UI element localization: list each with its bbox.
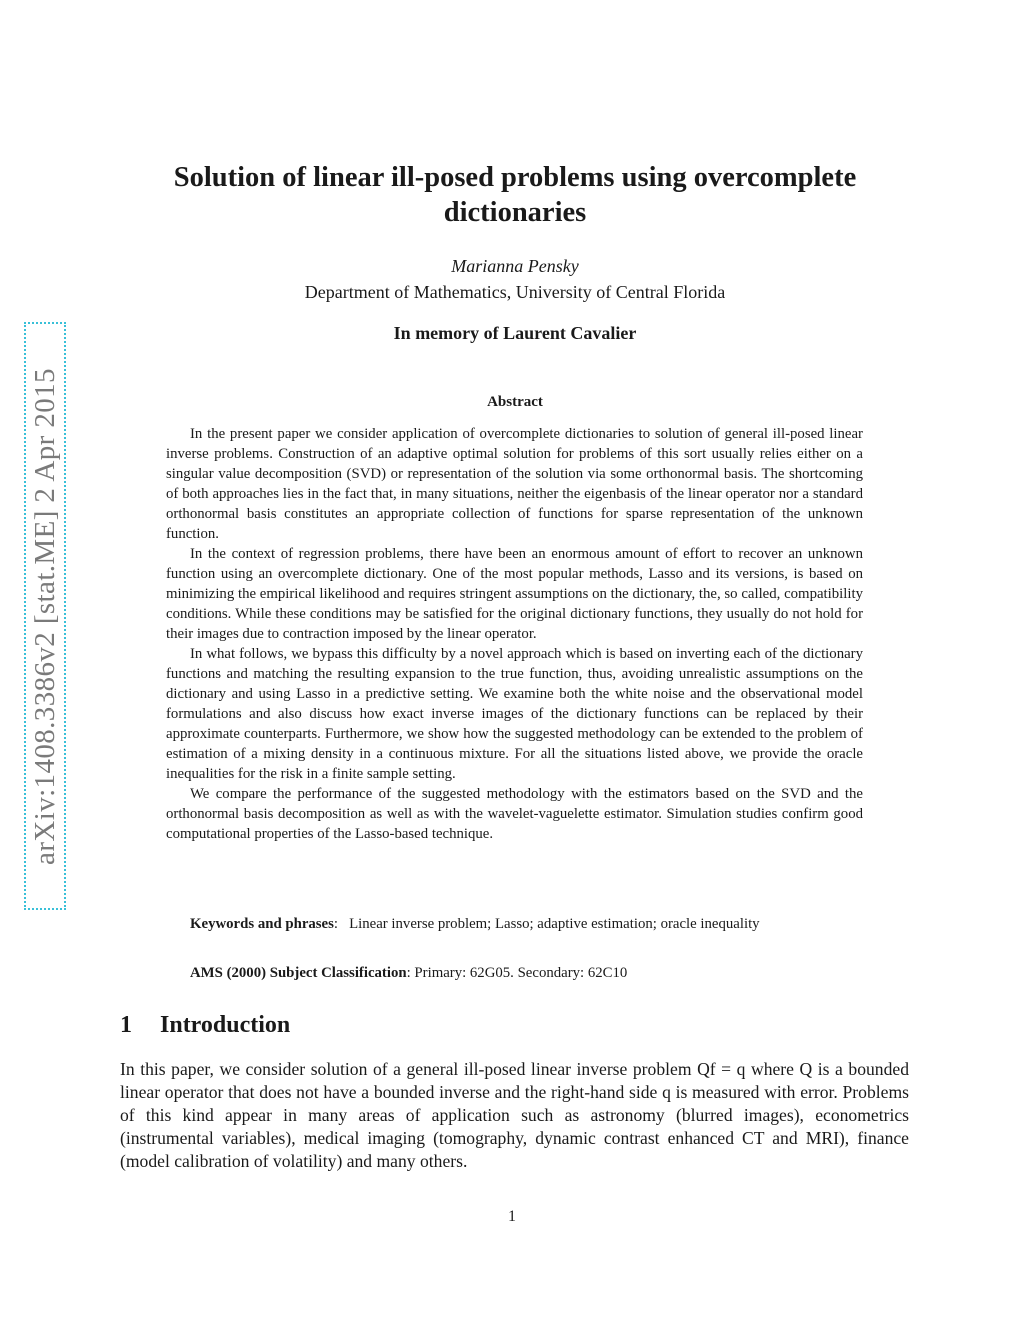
keywords-line: Keywords and phrases: Linear inverse problem; Lasso; adaptive estimation; oracle inequality — [190, 916, 760, 932]
arxiv-stamp-text: arXiv:1408.3386v2 [stat.ME] 2 Apr 2015 — [28, 367, 61, 865]
page-number: 1 — [508, 1208, 516, 1225]
keywords-text: Linear inverse problem; Lasso; adaptive estimation; oracle inequality — [349, 916, 760, 932]
author-affiliation: Department of Mathematics, University of Central Florida — [304, 282, 726, 302]
abstract-paragraph: In the context of regression problems, there have been an enormous amount of effort to recover an unknown function using an overcomplete dictionary. One of the most popular methods, Lasso and its versions, is based on minimizing the empirical likelihood and requires stringent assumptions on the dictionary, the, so called, compatibility conditions. While these conditions may be satisfied for the original dictionary functions, they usually do not hold for their images due to contraction imposed by the linear operator. — [166, 546, 863, 642]
ams-label: AMS (2000) Subject Classification — [190, 965, 407, 981]
abstract-body — [166, 424, 863, 844]
section-heading — [120, 1012, 290, 1039]
abstract-paragraph: In what follows, we bypass this difficulty by a novel approach which is based on inverting each of the dictionary functions and matching the resulting expansion to the true function, thus, avoiding unrealistic assumptions on the dictionary and using Lasso in a predictive setting. We examine both the white noise and the observational model formulations and also discuss how exact inverse images of the dictionary functions can be replaced by their approximate counterparts. Furthermore, we show how the suggested methodology can be extended to the problem of estimation of a mixing density in a continuous mixture. For all the situations listed above, we provide the oracle inequalities for the risk in a finite sample setting. — [166, 646, 863, 782]
memorial-dedication: In memory of Laurent Cavalier — [393, 323, 637, 343]
abstract-heading: Abstract — [487, 394, 543, 410]
keywords-label: Keywords and phrases — [190, 916, 334, 932]
paper-title: Solution of linear ill-posed problems using overcomplete dictionaries — [173, 162, 857, 228]
abstract-paragraph: We compare the performance of the suggested methodology with the estimators based on the SVD and the orthonormal basis decomposition as well as with the wavelet-vaguelette estimator. Simulation studies confirm good computational properties of the Lasso-based technique. — [166, 786, 863, 842]
abstract-paragraph: In the present paper we consider application of overcomplete dictionaries to solution of general ill-posed linear inverse problems. Construction of an adaptive optimal solution for problems of this sort usually relies either on a singular value decomposition (SVD) or representation of the solution via some orthonormal basis. The shortcoming of both approaches lies in the fact that, in many situations, neither the eigenbasis of the linear operator nor a standard orthonormal basis constitutes an appropriate collection of functions for sparse representation of the unknown function. — [166, 426, 863, 542]
intro-paragraph: In this paper, we consider solution of a general ill-posed linear inverse problem Qf = q where Q is a bounded linear operator that does not have a bounded inverse and the right-hand side q is measured with error. Problems of this kind appear in many areas of application such as astronomy (blurred images), econometrics (instrumental variables), medical imaging (tomography, dynamic contrast enhanced CT and MRI), finance (model calibration of volatility) and many others. — [120, 1059, 909, 1171]
section-title: Introduction — [160, 1012, 291, 1038]
ams-text: Primary: 62G05. Secondary: 62C10 — [414, 965, 628, 981]
ams-classification-line: AMS (2000) Subject Classification: Primary: 62G05. Secondary: 62C10 — [190, 965, 628, 981]
author-name: Marianna Pensky — [451, 256, 579, 276]
section-number: 1 — [120, 1012, 132, 1038]
arxiv-stamp — [24, 322, 66, 910]
